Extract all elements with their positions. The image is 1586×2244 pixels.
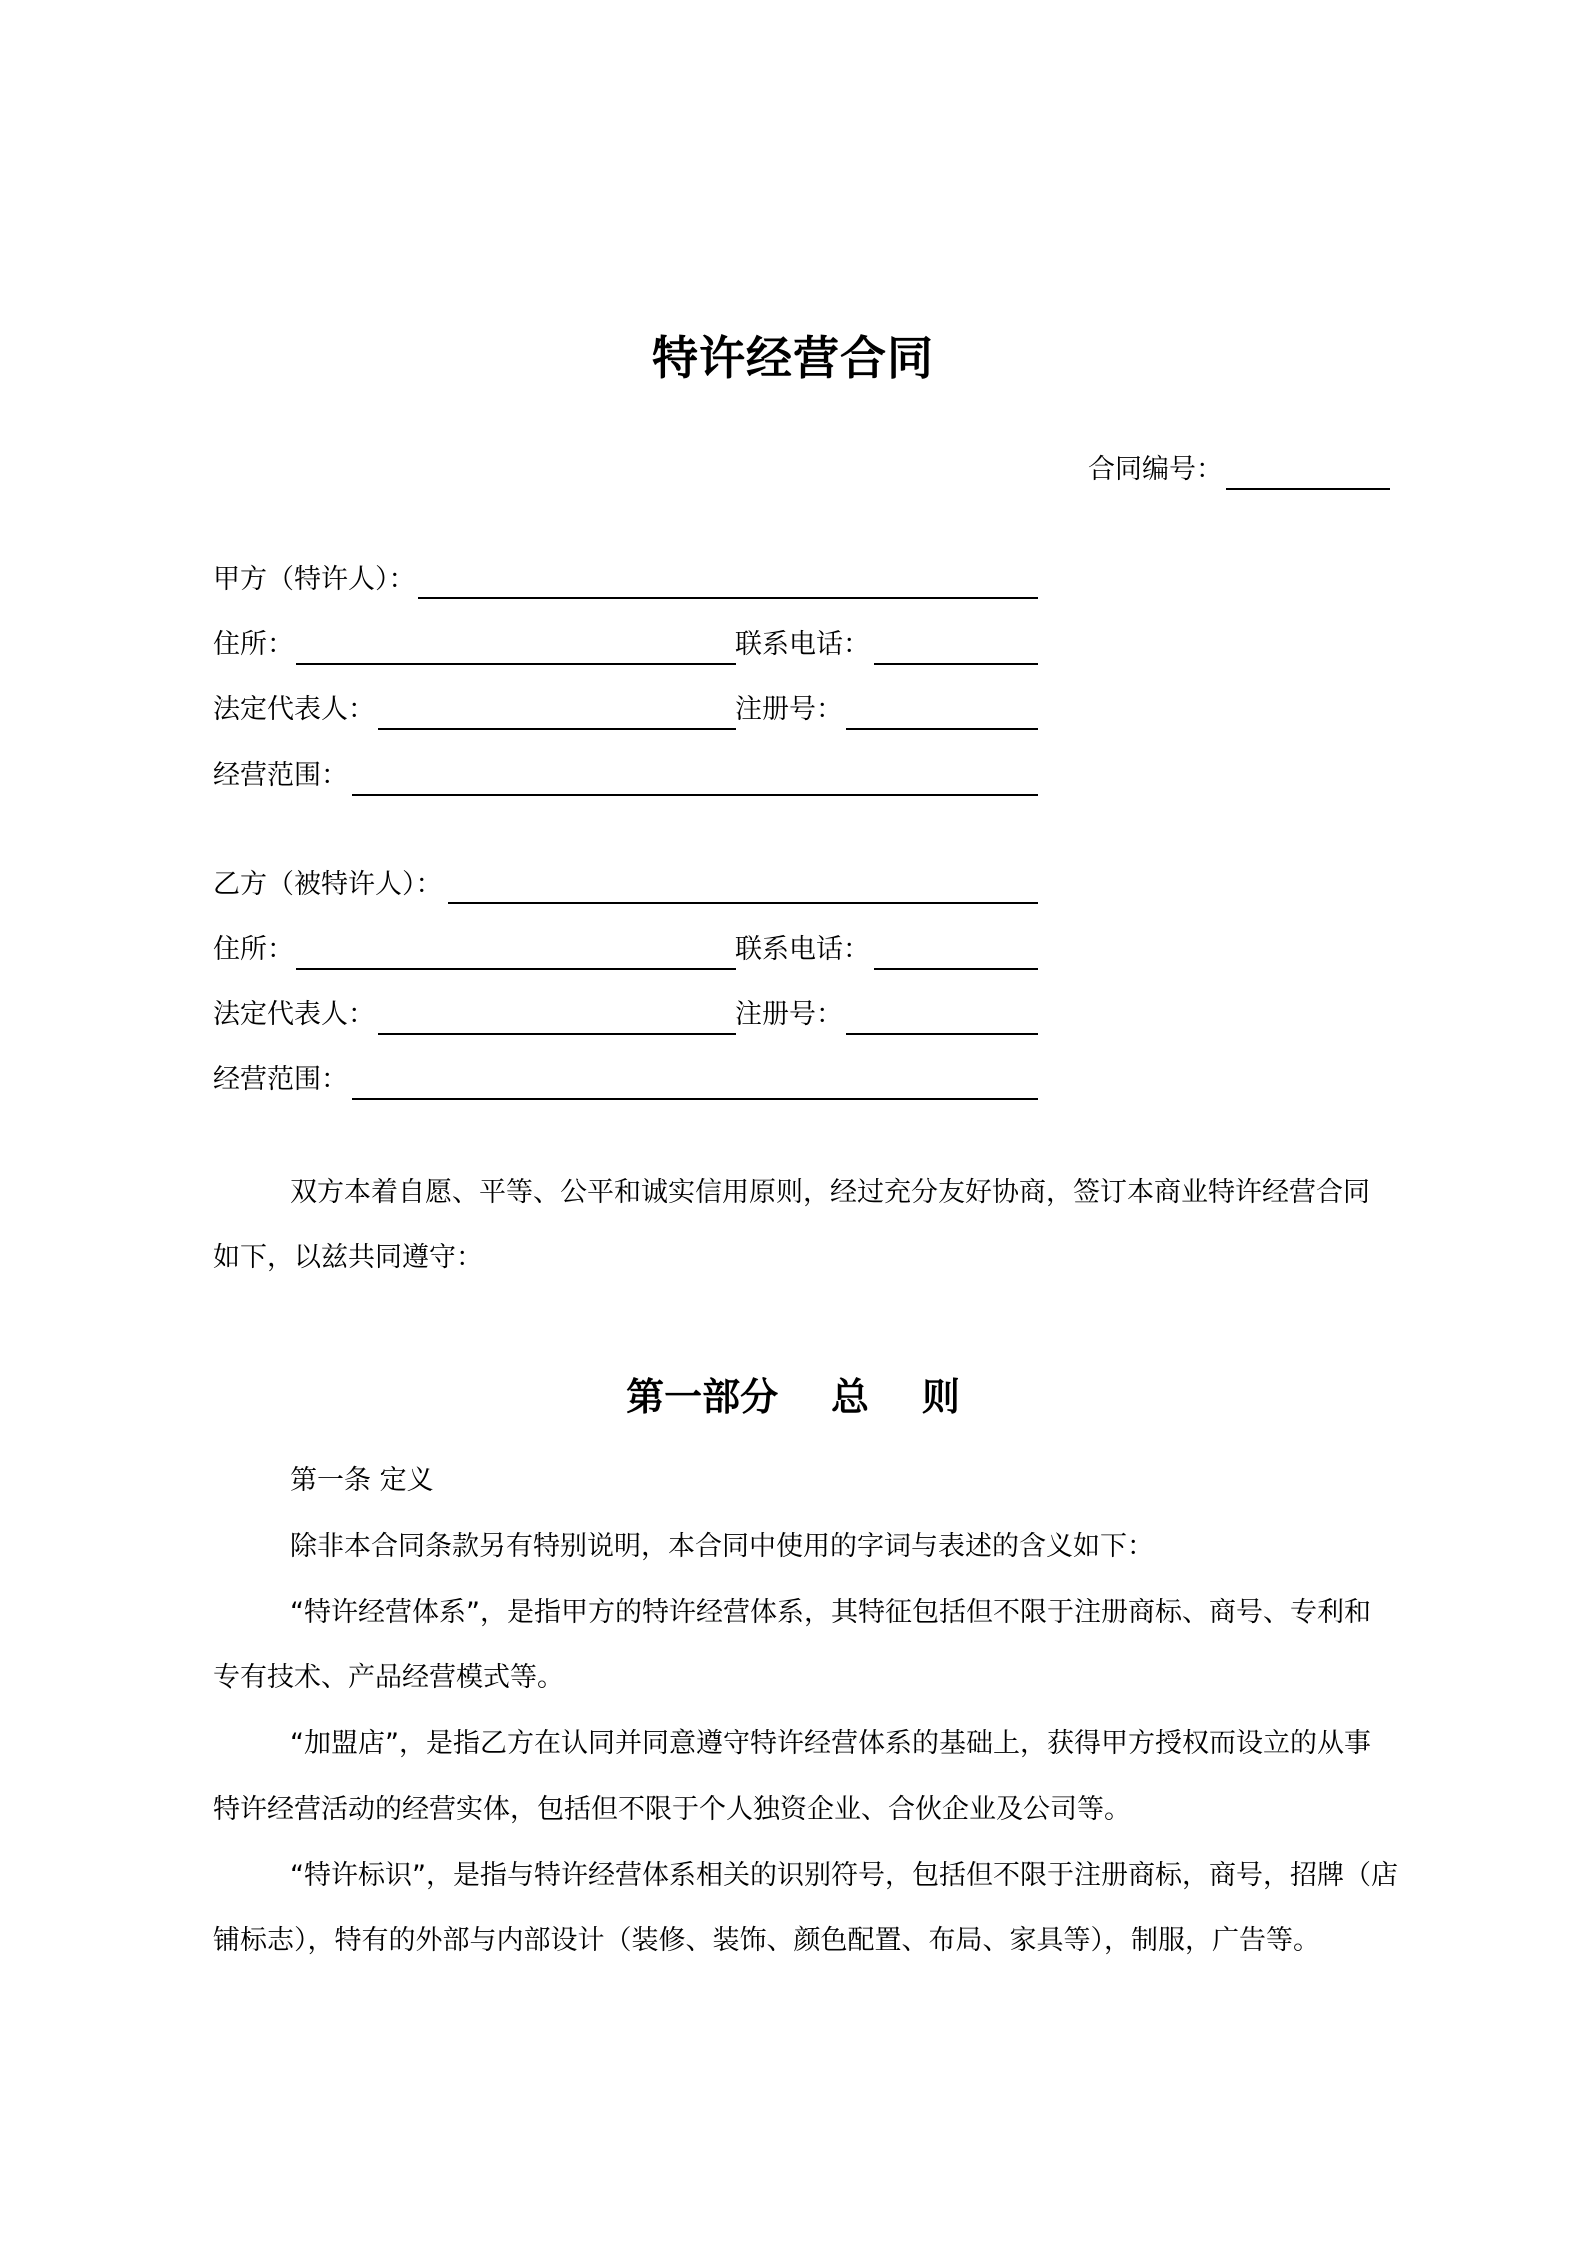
definition-3-line-1: “特许标识”，是指与特许经营体系相关的识别符号，包括但不限于注册商标，商号，招牌（店 — [290, 1860, 1398, 1891]
preamble-line-2: 如下，以兹共同遵守： — [213, 1242, 483, 1273]
definition-3-line-2: 铺标志），特有的外部与内部设计（装修、装饰、颜色配置、布局、家具等），制服，广告等。 — [213, 1925, 1320, 1956]
part-1-title: 第一部分 总 则 — [626, 1375, 960, 1419]
party-a-legal-rep-label: 法定代表人： — [213, 694, 375, 725]
party-b-legal-rep-label: 法定代表人： — [213, 999, 375, 1030]
document-title: 特许经营合同 — [652, 331, 934, 385]
party-a-legal-rep-field[interactable] — [378, 728, 736, 730]
contract-no-label: 合同编号： — [1088, 454, 1223, 485]
party-a-scope-field[interactable] — [352, 794, 1038, 796]
party-b-name-field[interactable] — [448, 902, 1038, 904]
preamble-line-1: 双方本着自愿、平等、公平和诚实信用原则，经过充分友好协商，签订本商业特许经营合同 — [290, 1177, 1370, 1208]
party-b-legal-rep-field[interactable] — [378, 1033, 736, 1035]
party-a-name-field[interactable] — [418, 597, 1038, 599]
party-a-address-field[interactable] — [296, 663, 736, 665]
party-a-phone-field[interactable] — [874, 663, 1038, 665]
definition-1-line-2: 专有技术、产品经营模式等。 — [213, 1662, 564, 1693]
party-b-reg-no-field[interactable] — [846, 1033, 1038, 1035]
definition-1-line-1: “特许经营体系”，是指甲方的特许经营体系，其特征包括但不限于注册商标、商号、专利和 — [290, 1597, 1371, 1628]
definition-2-line-1: “加盟店”，是指乙方在认同并同意遵守特许经营体系的基础上，获得甲方授权而设立的从事 — [290, 1728, 1371, 1759]
party-b-reg-no-label: 注册号： — [735, 999, 843, 1030]
party-a-reg-no-label: 注册号： — [735, 694, 843, 725]
definition-2-line-2: 特许经营活动的经营实体，包括但不限于个人独资企业、合伙企业及公司等。 — [213, 1794, 1131, 1825]
party-a-scope-label: 经营范围： — [213, 760, 348, 791]
party-a-address-label: 住所： — [213, 629, 294, 660]
article-1-heading: 第一条 定义 — [290, 1465, 434, 1496]
party-b-phone-label: 联系电话： — [735, 934, 870, 965]
party-b-address-label: 住所： — [213, 934, 294, 965]
party-a-phone-label: 联系电话： — [735, 629, 870, 660]
party-b-address-field[interactable] — [296, 968, 736, 970]
definitions-intro: 除非本合同条款另有特别说明，本合同中使用的字词与表述的含义如下： — [290, 1531, 1154, 1562]
party-a-heading: 甲方（特许人）： — [213, 564, 416, 595]
party-b-phone-field[interactable] — [874, 968, 1038, 970]
contract-no-field[interactable] — [1226, 488, 1390, 490]
party-b-heading: 乙方（被特许人）： — [213, 869, 443, 900]
party-b-scope-label: 经营范围： — [213, 1064, 348, 1095]
party-b-scope-field[interactable] — [352, 1098, 1038, 1100]
party-a-reg-no-field[interactable] — [846, 728, 1038, 730]
